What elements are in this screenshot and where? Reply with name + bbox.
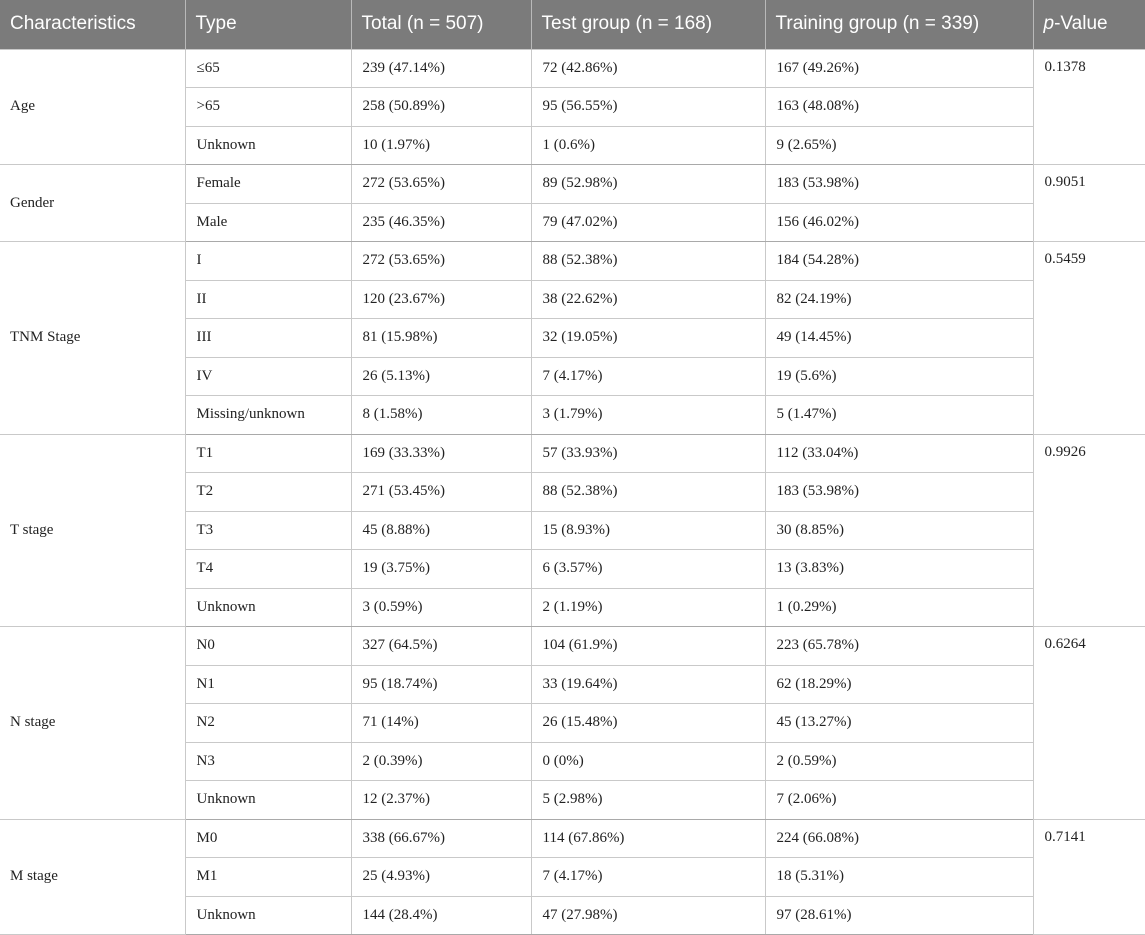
test-cell: 26 (15.48%) — [531, 704, 765, 743]
total-cell: 45 (8.88%) — [351, 511, 531, 550]
test-cell: 38 (22.62%) — [531, 280, 765, 319]
characteristic-cell: Age — [0, 49, 185, 165]
total-cell: 327 (64.5%) — [351, 627, 531, 666]
header-characteristics: Characteristics — [0, 0, 185, 49]
training-cell: 49 (14.45%) — [765, 319, 1033, 358]
type-cell: I — [185, 242, 351, 281]
total-cell: 235 (46.35%) — [351, 203, 531, 242]
header-p-italic: p — [1043, 13, 1055, 35]
training-cell: 7 (2.06%) — [765, 781, 1033, 820]
total-cell: 12 (2.37%) — [351, 781, 531, 820]
test-cell: 114 (67.86%) — [531, 819, 765, 858]
test-cell: 1 (0.6%) — [531, 126, 765, 165]
p-value-cell: 0.6264 — [1033, 627, 1145, 820]
training-cell: 45 (13.27%) — [765, 704, 1033, 743]
type-cell: T4 — [185, 550, 351, 589]
total-cell: 26 (5.13%) — [351, 357, 531, 396]
test-cell: 3 (1.79%) — [531, 396, 765, 435]
p-value-cell: 0.1378 — [1033, 49, 1145, 165]
test-cell: 89 (52.98%) — [531, 165, 765, 204]
training-cell: 223 (65.78%) — [765, 627, 1033, 666]
training-cell: 1 (0.29%) — [765, 588, 1033, 627]
total-cell: 338 (66.67%) — [351, 819, 531, 858]
test-cell: 47 (27.98%) — [531, 896, 765, 935]
type-cell: Male — [185, 203, 351, 242]
header-test-group: Test group (n = 168) — [531, 0, 765, 49]
training-cell: 13 (3.83%) — [765, 550, 1033, 589]
training-cell: 5 (1.47%) — [765, 396, 1033, 435]
type-cell: M0 — [185, 819, 351, 858]
characteristic-cell: Gender — [0, 165, 185, 242]
training-cell: 156 (46.02%) — [765, 203, 1033, 242]
table-header — [0, 0, 1145, 49]
characteristic-cell: M stage — [0, 819, 185, 935]
test-cell: 104 (61.9%) — [531, 627, 765, 666]
header-row — [0, 0, 1145, 49]
test-cell: 79 (47.02%) — [531, 203, 765, 242]
type-cell: Female — [185, 165, 351, 204]
header-p-suffix: -Value — [1054, 13, 1108, 35]
training-cell: 163 (48.08%) — [765, 88, 1033, 127]
total-cell: 2 (0.39%) — [351, 742, 531, 781]
training-cell: 18 (5.31%) — [765, 858, 1033, 897]
total-cell: 272 (53.65%) — [351, 165, 531, 204]
characteristic-cell: TNM Stage — [0, 242, 185, 435]
training-cell: 224 (66.08%) — [765, 819, 1033, 858]
type-cell: N3 — [185, 742, 351, 781]
type-cell: N1 — [185, 665, 351, 704]
total-cell: 25 (4.93%) — [351, 858, 531, 897]
type-cell: Unknown — [185, 126, 351, 165]
training-cell: 97 (28.61%) — [765, 896, 1033, 935]
header-type: Type — [185, 0, 351, 49]
total-cell: 3 (0.59%) — [351, 588, 531, 627]
test-cell: 88 (52.38%) — [531, 473, 765, 512]
type-cell: >65 — [185, 88, 351, 127]
test-cell: 7 (4.17%) — [531, 858, 765, 897]
training-cell: 82 (24.19%) — [765, 280, 1033, 319]
total-cell: 144 (28.4%) — [351, 896, 531, 935]
total-cell: 81 (15.98%) — [351, 319, 531, 358]
training-cell: 183 (53.98%) — [765, 473, 1033, 512]
type-cell: M1 — [185, 858, 351, 897]
header-total: Total (n = 507) — [351, 0, 531, 49]
training-cell: 30 (8.85%) — [765, 511, 1033, 550]
table-body — [0, 49, 1145, 935]
characteristic-cell: N stage — [0, 627, 185, 820]
total-cell: 95 (18.74%) — [351, 665, 531, 704]
test-cell: 2 (1.19%) — [531, 588, 765, 627]
training-cell: 2 (0.59%) — [765, 742, 1033, 781]
type-cell: Unknown — [185, 781, 351, 820]
total-cell: 71 (14%) — [351, 704, 531, 743]
test-cell: 88 (52.38%) — [531, 242, 765, 281]
table-row — [0, 434, 1145, 473]
training-cell: 112 (33.04%) — [765, 434, 1033, 473]
type-cell: IV — [185, 357, 351, 396]
type-cell: T1 — [185, 434, 351, 473]
p-value-cell: 0.7141 — [1033, 819, 1145, 935]
test-cell: 32 (19.05%) — [531, 319, 765, 358]
type-cell: III — [185, 319, 351, 358]
p-value-cell: 0.9051 — [1033, 165, 1145, 242]
test-cell: 5 (2.98%) — [531, 781, 765, 820]
table-row — [0, 627, 1145, 666]
total-cell: 169 (33.33%) — [351, 434, 531, 473]
table-row — [0, 49, 1145, 88]
training-cell: 19 (5.6%) — [765, 357, 1033, 396]
header-training-group: Training group (n = 339) — [765, 0, 1033, 49]
test-cell: 57 (33.93%) — [531, 434, 765, 473]
characteristic-cell: T stage — [0, 434, 185, 627]
total-cell: 272 (53.65%) — [351, 242, 531, 281]
total-cell: 8 (1.58%) — [351, 396, 531, 435]
type-cell: ≤65 — [185, 49, 351, 88]
type-cell: II — [185, 280, 351, 319]
total-cell: 19 (3.75%) — [351, 550, 531, 589]
table-row — [0, 165, 1145, 204]
test-cell: 72 (42.86%) — [531, 49, 765, 88]
training-cell: 62 (18.29%) — [765, 665, 1033, 704]
total-cell: 10 (1.97%) — [351, 126, 531, 165]
test-cell: 95 (56.55%) — [531, 88, 765, 127]
type-cell: N0 — [185, 627, 351, 666]
training-cell: 183 (53.98%) — [765, 165, 1033, 204]
p-value-cell: 0.5459 — [1033, 242, 1145, 435]
test-cell: 6 (3.57%) — [531, 550, 765, 589]
total-cell: 258 (50.89%) — [351, 88, 531, 127]
type-cell: N2 — [185, 704, 351, 743]
test-cell: 33 (19.64%) — [531, 665, 765, 704]
type-cell: T2 — [185, 473, 351, 512]
type-cell: Unknown — [185, 896, 351, 935]
test-cell: 7 (4.17%) — [531, 357, 765, 396]
test-cell: 15 (8.93%) — [531, 511, 765, 550]
training-cell: 184 (54.28%) — [765, 242, 1033, 281]
total-cell: 271 (53.45%) — [351, 473, 531, 512]
type-cell: Missing/unknown — [185, 396, 351, 435]
training-cell: 167 (49.26%) — [765, 49, 1033, 88]
test-cell: 0 (0%) — [531, 742, 765, 781]
training-cell: 9 (2.65%) — [765, 126, 1033, 165]
table-row — [0, 242, 1145, 281]
total-cell: 239 (47.14%) — [351, 49, 531, 88]
total-cell: 120 (23.67%) — [351, 280, 531, 319]
type-cell: T3 — [185, 511, 351, 550]
table-row — [0, 819, 1145, 858]
header-p-value — [1033, 0, 1145, 49]
p-value-cell: 0.9926 — [1033, 434, 1145, 627]
type-cell: Unknown — [185, 588, 351, 627]
